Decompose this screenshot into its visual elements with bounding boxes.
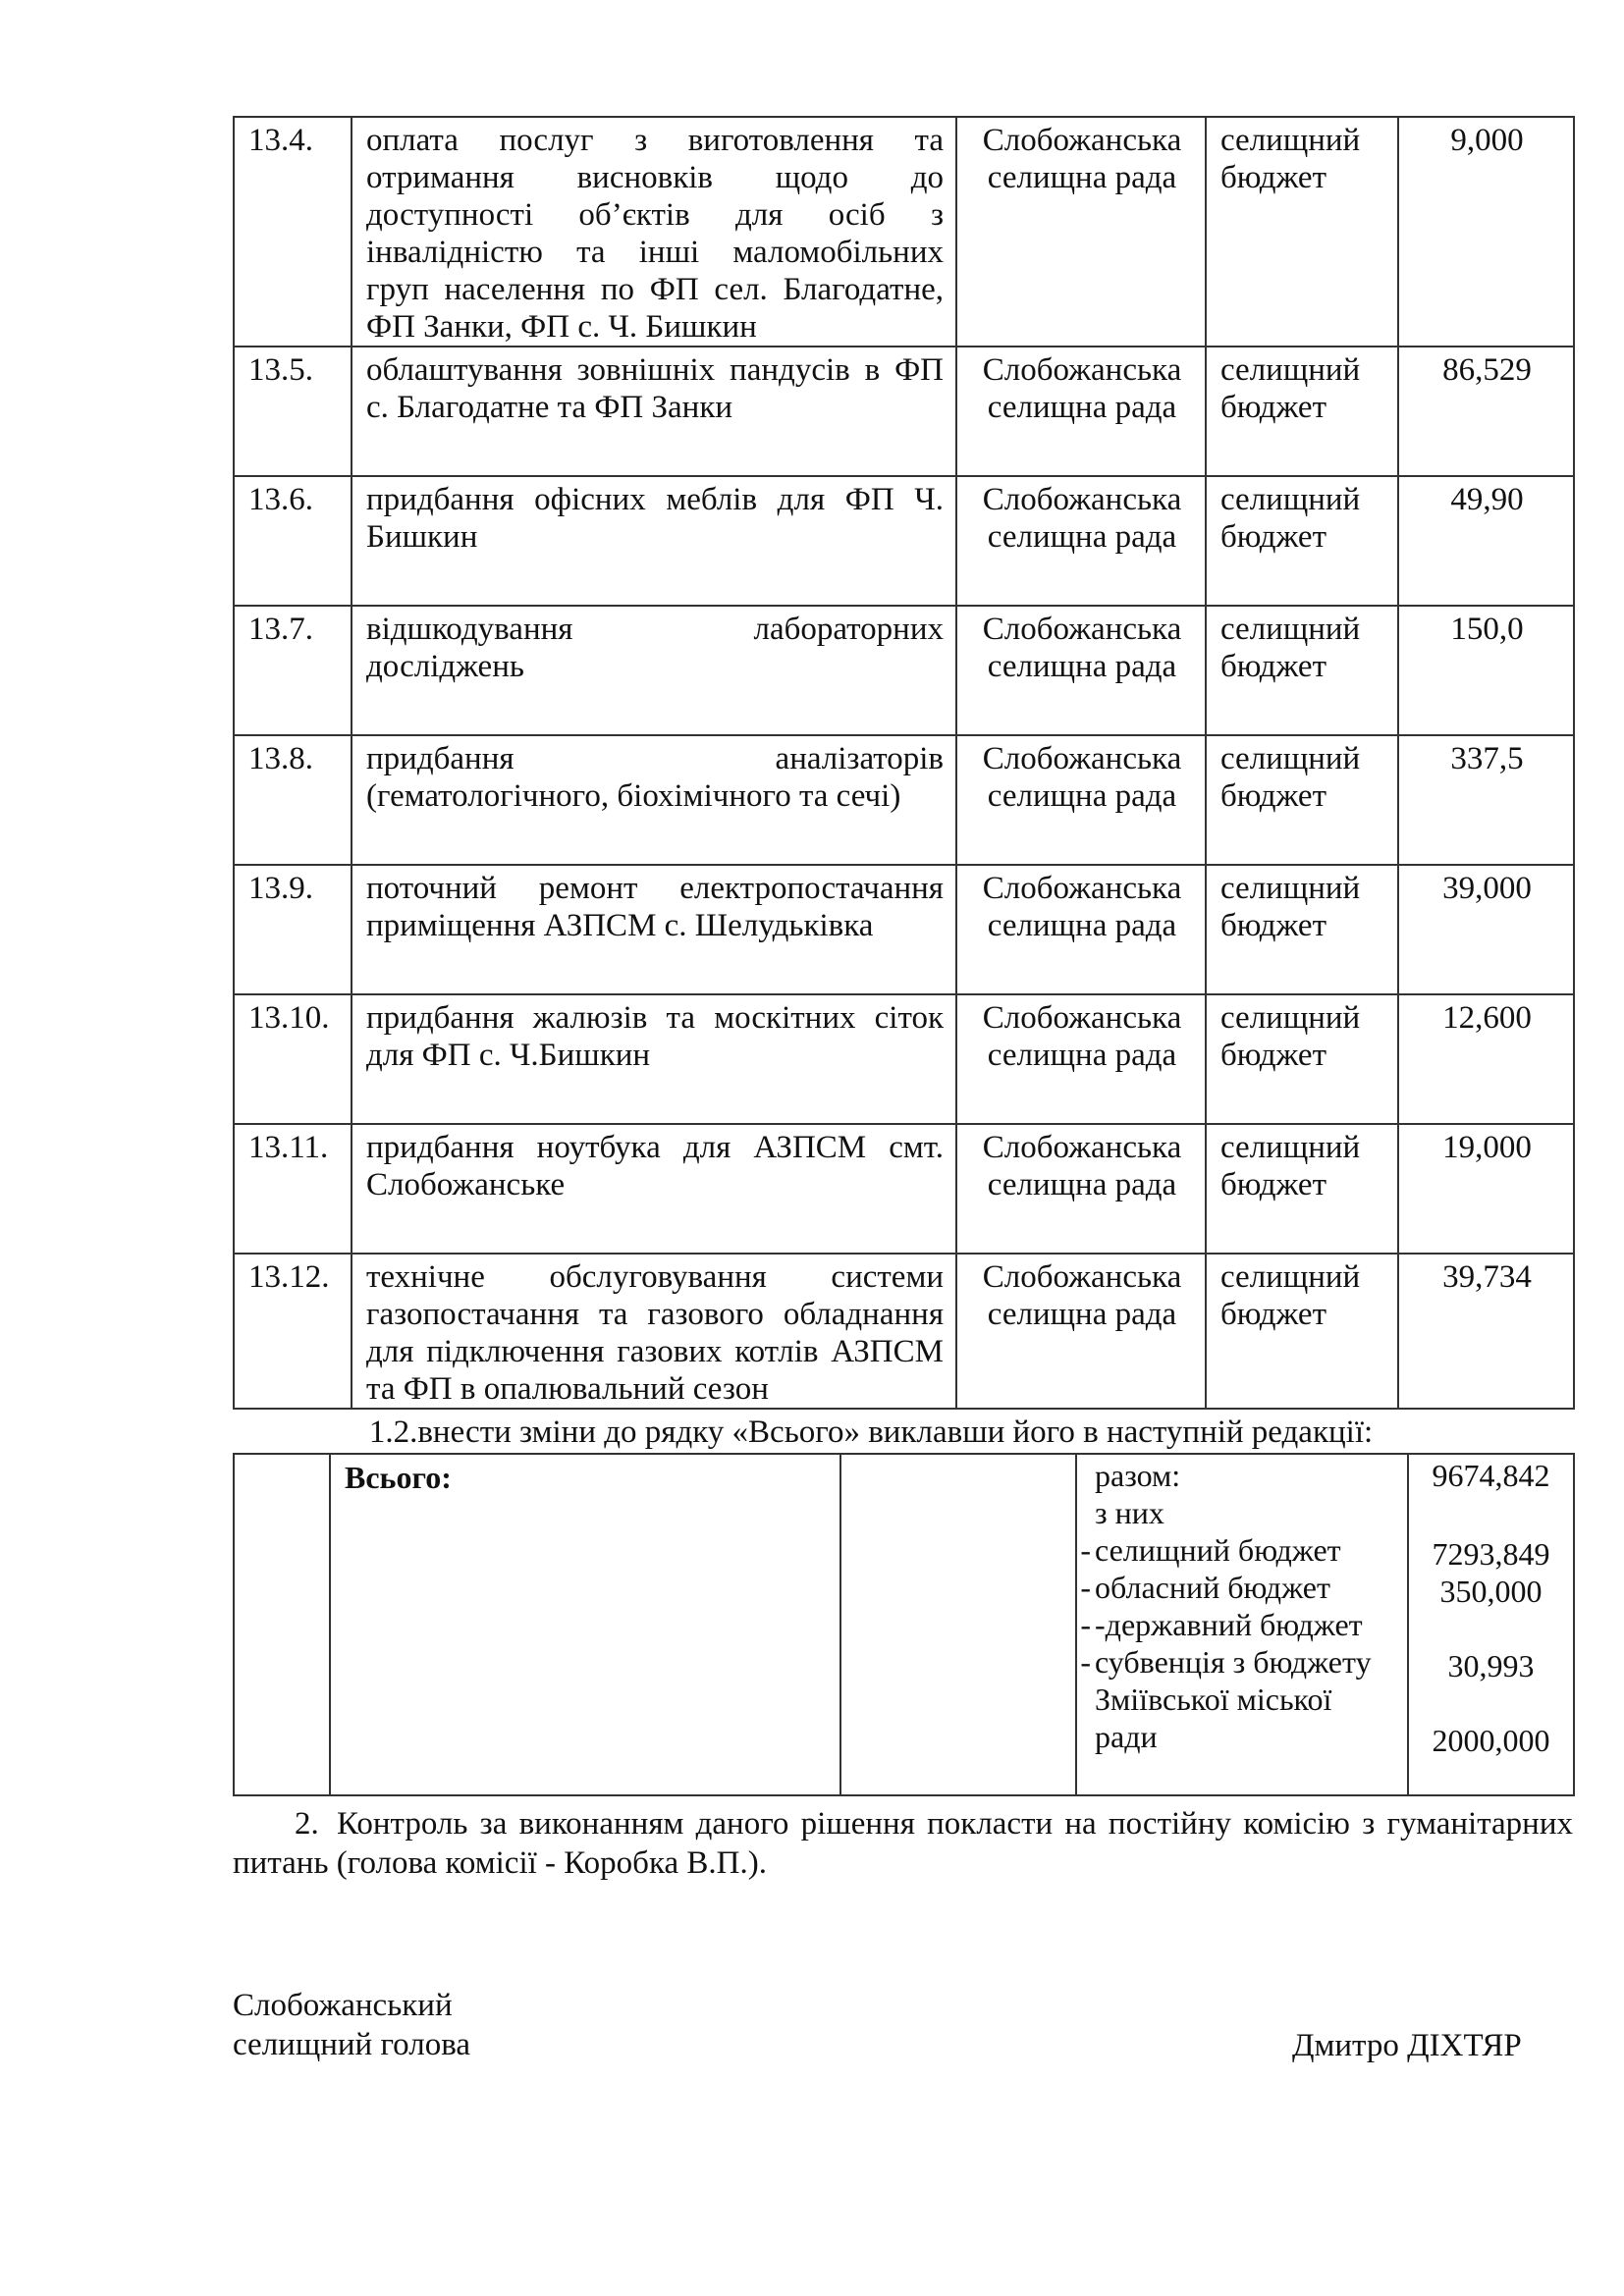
- description-line: для ФП с. Ч.Бишкин: [366, 1038, 651, 1073]
- row-executor: [956, 606, 1206, 735]
- funding-source-line: селищний: [1220, 1130, 1361, 1165]
- breakdown-line: [1077, 1643, 1407, 1681]
- description-line: (гематологічного, біохімічного та сечі): [366, 778, 901, 814]
- description-line: Бишкин: [366, 519, 478, 555]
- breakdown-line: [1077, 1606, 1407, 1643]
- row-description: [352, 347, 956, 476]
- breakdown-text: з них: [1095, 1495, 1164, 1530]
- executor-line: Слобожанська: [982, 1130, 1182, 1165]
- row-description: [352, 735, 956, 865]
- description-line: с. Благодатне та ФП Занки: [366, 390, 733, 425]
- executor-line: Слобожанська: [982, 482, 1182, 517]
- row-number: 13.6.: [234, 476, 352, 606]
- executor-line: селищна рада: [987, 160, 1177, 195]
- total-row: [234, 1454, 1574, 1795]
- funding-source-line: бюджет: [1220, 649, 1326, 684]
- row-number: 13.11.: [234, 1124, 352, 1254]
- table-row: [234, 735, 1574, 865]
- signature-position-line: Слобожанський: [233, 1988, 453, 2023]
- table-row: [234, 476, 1574, 606]
- row-number: 13.10.: [234, 994, 352, 1124]
- row-funding-source: [1206, 1124, 1398, 1254]
- row-executor: [956, 865, 1206, 994]
- total-values: [1408, 1454, 1574, 1795]
- description-line: приміщення АЗПСМ с. Шелудьківка: [366, 908, 874, 943]
- executor-line: Слобожанська: [982, 612, 1182, 647]
- paragraph-text: Контроль за виконанням даного рішення покласти на постійну комісію з гуманітарних питань (голова комісії - Коробка В.П.).: [233, 1806, 1573, 1881]
- total-value: 2000,000: [1432, 1723, 1550, 1758]
- funding-source-line: бюджет: [1220, 908, 1326, 943]
- row-executor: [956, 476, 1206, 606]
- table-row: [234, 1124, 1574, 1254]
- table-row: [234, 994, 1574, 1124]
- funding-source-line: бюджет: [1220, 1167, 1326, 1202]
- description-line: відшкодування лабораторних: [366, 612, 944, 647]
- row-description: [352, 1124, 956, 1254]
- measures-table-body: [234, 117, 1574, 1409]
- executor-line: селищна рада: [987, 778, 1177, 814]
- row-number: 13.4.: [234, 117, 352, 347]
- row-executor: [956, 1124, 1206, 1254]
- description-line: доступності об’єктів для осіб з: [366, 197, 944, 233]
- description-line: груп населення по ФП сел. Благодатне,: [366, 272, 944, 307]
- breakdown-text: субвенція з бюджету: [1095, 1644, 1372, 1680]
- signature-position: [233, 1986, 470, 2064]
- row-description: [352, 606, 956, 735]
- row-amount: 86,529: [1398, 347, 1574, 476]
- row-executor: [956, 994, 1206, 1124]
- description-line: придбання ноутбука для АЗПСМ смт.: [366, 1130, 944, 1165]
- executor-line: Слобожанська: [982, 741, 1182, 776]
- breakdown-dash: -: [1080, 1644, 1091, 1680]
- funding-source-line: бюджет: [1220, 778, 1326, 814]
- total-value: 30,993: [1447, 1648, 1535, 1683]
- funding-source-line: бюджет: [1220, 1297, 1326, 1332]
- total-value: [1409, 1610, 1573, 1647]
- description-line: придбання аналізаторів: [366, 741, 944, 776]
- signature-name: Дмитро ДІХТЯР: [1292, 2028, 1522, 2063]
- executor-line: селищна рада: [987, 649, 1177, 684]
- breakdown-line: [1077, 1531, 1407, 1569]
- total-value: [1409, 1494, 1573, 1531]
- funding-source-line: селищний: [1220, 1000, 1361, 1036]
- row-amount: 150,0: [1398, 606, 1574, 735]
- total-empty-cell: [840, 1454, 1076, 1795]
- total-value: [1409, 1684, 1573, 1722]
- description-line: для підключення газових котлів АЗПСМ: [366, 1334, 944, 1369]
- funding-source-line: селищний: [1220, 612, 1361, 647]
- description-line: оплата послуг з виготовлення та: [366, 123, 944, 158]
- row-amount: 19,000: [1398, 1124, 1574, 1254]
- executor-line: Слобожанська: [982, 352, 1182, 388]
- description-line: інвалідністю та інші маломобільних: [366, 235, 944, 270]
- row-executor: [956, 735, 1206, 865]
- breakdown-text: -державний бюджет: [1095, 1607, 1363, 1642]
- total-breakdown: [1076, 1454, 1408, 1795]
- amendment-intro: 1.2.внести зміни до рядку «Всього» виклавши його в наступній редакції:: [368, 1415, 1374, 1450]
- row-funding-source: [1206, 994, 1398, 1124]
- breakdown-text: селищний бюджет: [1095, 1532, 1341, 1568]
- table-row: [234, 1254, 1574, 1409]
- description-line: придбання жалюзів та москітних сіток: [366, 1000, 944, 1036]
- description-line: газопостачання та газового обладнання: [366, 1297, 944, 1332]
- executor-line: селищна рада: [987, 390, 1177, 425]
- row-funding-source: [1206, 347, 1398, 476]
- signature-position-line: селищний голова: [233, 2027, 471, 2062]
- funding-source-line: селищний: [1220, 741, 1361, 776]
- description-line: отримання висновків щодо до: [366, 160, 944, 195]
- breakdown-line: [1077, 1457, 1407, 1494]
- table-row: [234, 865, 1574, 994]
- row-amount: 12,600: [1398, 994, 1574, 1124]
- total-table: [233, 1453, 1575, 1796]
- funding-source-line: селищний: [1220, 482, 1361, 517]
- funding-source-line: селищний: [1220, 1259, 1361, 1295]
- control-paragraph: [233, 1804, 1573, 1883]
- row-amount: 39,000: [1398, 865, 1574, 994]
- breakdown-line: [1077, 1569, 1407, 1606]
- breakdown-text: ради: [1095, 1719, 1158, 1754]
- row-description: [352, 476, 956, 606]
- funding-source-line: бюджет: [1220, 519, 1326, 555]
- description-line: технічне обслуговування системи: [366, 1259, 944, 1295]
- description-line: придбання офісних меблів для ФП Ч.: [366, 482, 944, 517]
- row-number: 13.5.: [234, 347, 352, 476]
- row-funding-source: [1206, 117, 1398, 347]
- row-number: 13.8.: [234, 735, 352, 865]
- funding-source-line: селищний: [1220, 123, 1361, 158]
- row-funding-source: [1206, 1254, 1398, 1409]
- table-row: [234, 347, 1574, 476]
- executor-line: Слобожанська: [982, 123, 1182, 158]
- executor-line: селищна рада: [987, 1167, 1177, 1202]
- row-amount: 337,5: [1398, 735, 1574, 865]
- description-line: ФП Занки, ФП с. Ч. Бишкин: [366, 309, 757, 345]
- table-row: [234, 117, 1574, 347]
- row-description: [352, 117, 956, 347]
- breakdown-dash: -: [1080, 1570, 1091, 1605]
- breakdown-dash: -: [1080, 1532, 1091, 1568]
- row-number: 13.7.: [234, 606, 352, 735]
- funding-source-line: селищний: [1220, 871, 1361, 906]
- breakdown-dash: -: [1080, 1607, 1091, 1642]
- row-funding-source: [1206, 606, 1398, 735]
- breakdown-line: [1077, 1718, 1407, 1755]
- breakdown-text: разом:: [1095, 1458, 1181, 1493]
- executor-line: Слобожанська: [982, 1000, 1182, 1036]
- row-description: [352, 1254, 956, 1409]
- breakdown-text: Зміївської міської: [1095, 1682, 1332, 1717]
- executor-line: селищна рада: [987, 1038, 1177, 1073]
- executor-line: селищна рада: [987, 908, 1177, 943]
- executor-line: Слобожанська: [982, 871, 1182, 906]
- total-value: 7293,849: [1432, 1536, 1550, 1572]
- funding-source-line: селищний: [1220, 352, 1361, 388]
- measures-table: [233, 116, 1575, 1410]
- row-funding-source: [1206, 476, 1398, 606]
- row-funding-source: [1206, 735, 1398, 865]
- total-label: Всього:: [330, 1454, 840, 1795]
- row-description: [352, 994, 956, 1124]
- breakdown-line: [1077, 1681, 1407, 1718]
- table-row: [234, 606, 1574, 735]
- description-line: та ФП в опалювальний сезон: [366, 1371, 769, 1407]
- total-value: 350,000: [1439, 1574, 1543, 1609]
- breakdown-text: обласний бюджет: [1095, 1570, 1330, 1605]
- row-amount: 9,000: [1398, 117, 1574, 347]
- row-number: 13.12.: [234, 1254, 352, 1409]
- row-executor: [956, 347, 1206, 476]
- row-executor: [956, 117, 1206, 347]
- row-amount: 49,90: [1398, 476, 1574, 606]
- total-value: 9674,842: [1432, 1458, 1550, 1493]
- executor-line: селищна рада: [987, 1297, 1177, 1332]
- breakdown-line: [1077, 1494, 1407, 1531]
- funding-source-line: бюджет: [1220, 160, 1326, 195]
- total-empty-cell: [234, 1454, 330, 1795]
- executor-line: Слобожанська: [982, 1259, 1182, 1295]
- paragraph-number: 2.: [295, 1806, 319, 1842]
- description-line: Слобожанське: [366, 1167, 566, 1202]
- funding-source-line: бюджет: [1220, 390, 1326, 425]
- description-line: облаштування зовнішніх пандусів в ФП: [366, 352, 944, 388]
- row-description: [352, 865, 956, 994]
- row-executor: [956, 1254, 1206, 1409]
- executor-line: селищна рада: [987, 519, 1177, 555]
- row-amount: 39,734: [1398, 1254, 1574, 1409]
- row-funding-source: [1206, 865, 1398, 994]
- row-number: 13.9.: [234, 865, 352, 994]
- funding-source-line: бюджет: [1220, 1038, 1326, 1073]
- description-line: досліджень: [366, 649, 524, 684]
- description-line: поточний ремонт електропостачання: [366, 871, 944, 906]
